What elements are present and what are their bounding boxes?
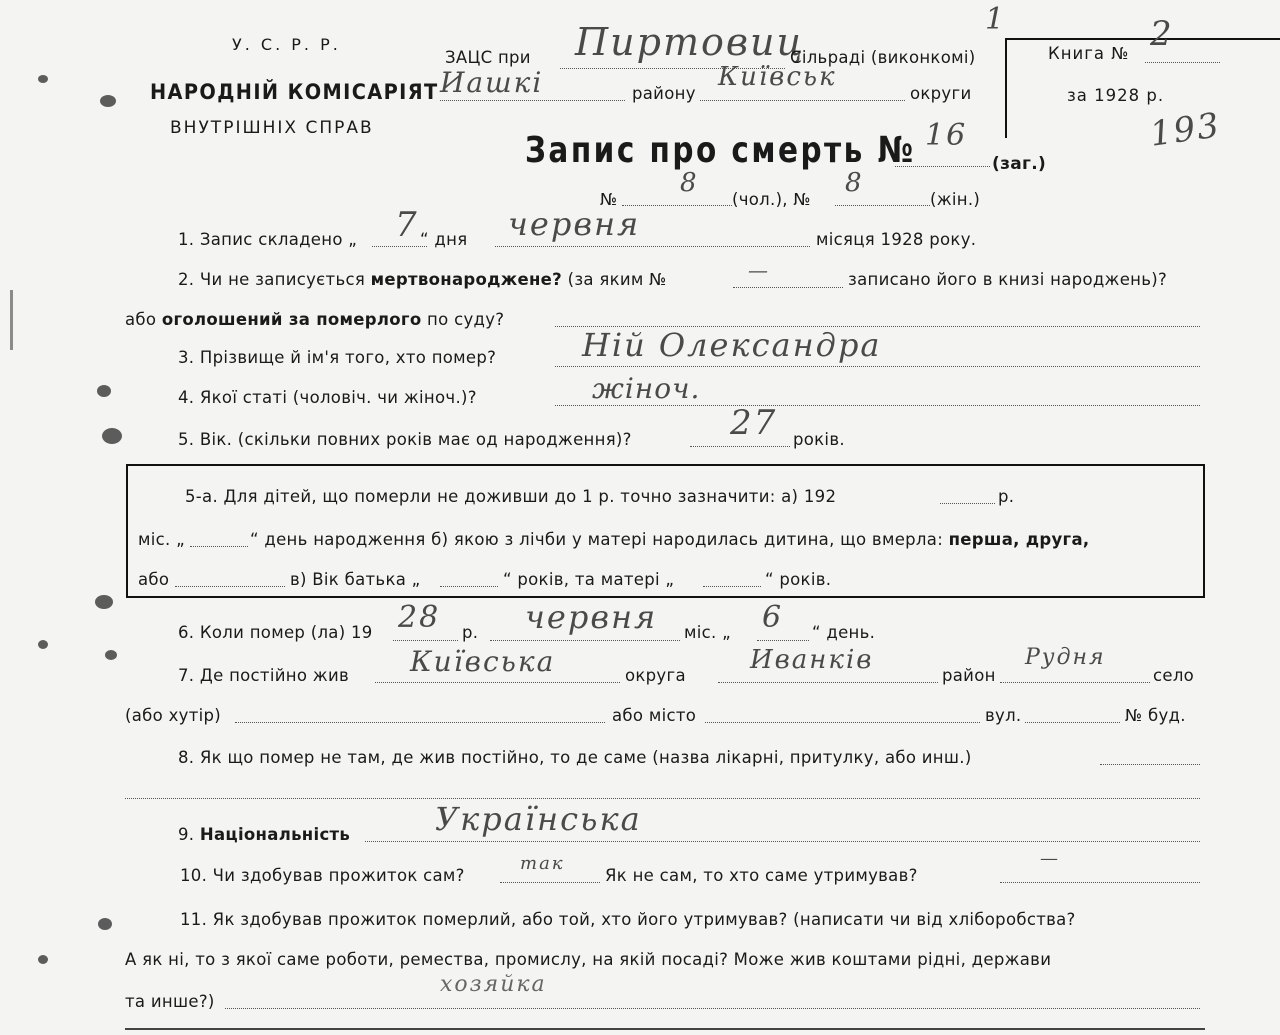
num-male: 8 [680, 168, 699, 198]
record-number-dotline [895, 166, 990, 167]
ink-stain [98, 918, 112, 930]
field7-selo-dotline [1000, 682, 1150, 683]
field5-dotline [690, 446, 790, 447]
commissariat-subtitle: ВНУТРІШНІХ СПРАВ [170, 118, 374, 138]
field5-label: 5. Вік. (скільки повних років має од народження)? [178, 430, 632, 449]
field1-label-c: місяця 1928 року. [816, 230, 977, 249]
field6-label-c: міс. „ [684, 623, 731, 642]
corner-mark: 1 [985, 2, 1007, 37]
num-female: 8 [845, 168, 864, 198]
male-label: (чол.), № [732, 190, 811, 209]
field7-line2-a: (або хутір) [125, 706, 221, 725]
field10-label-a: 10. Чи здобував прожиток сам? [180, 866, 465, 885]
field7-line2-dotline-a [235, 722, 605, 723]
zags-prefix: ЗАЦС при [445, 48, 531, 67]
field7-label-c: район [942, 666, 996, 685]
republic-label: У. С. Р. Р. [232, 35, 341, 54]
field9-dotline [365, 841, 1200, 842]
field2-dotline [733, 287, 843, 288]
field1-day: 7 [395, 205, 419, 245]
female-label: (жін.) [930, 190, 981, 209]
field7-raion-dotline [718, 682, 938, 683]
num-prefix: № [600, 190, 618, 209]
book-dotline [1145, 62, 1220, 63]
record-title: Запис про смерть № [525, 130, 916, 171]
field9-value: Українська [435, 800, 642, 838]
district-label: району [632, 84, 696, 103]
field7-line2-dotline-b [705, 722, 980, 723]
field8-dotline-b [125, 798, 1200, 799]
field5a-line3-dotline-c [703, 586, 761, 587]
field2-label-c: записано його в книзі народжень)? [848, 270, 1168, 289]
field5a-line3-dotline-b [440, 586, 498, 587]
book-value: 2 [1150, 14, 1174, 54]
field7-line2-dotline-c [1025, 722, 1120, 723]
ink-stain [38, 955, 48, 964]
field10-label-b: Як не сам, то хто саме утримував? [605, 866, 918, 885]
field11-line2: А як ні, то з якої саме роботи, ремества, промислу, на якій посаді? Може жив коштами рідні, держави [125, 950, 1052, 969]
zags-value: Пиртовиц [575, 20, 805, 64]
field7-label-d: село [1153, 666, 1195, 685]
field11-dotline [225, 1008, 1200, 1009]
field5a-line1-dotline [940, 503, 995, 504]
ink-stain [95, 595, 113, 609]
field2-value: — [748, 258, 770, 282]
commissariat-title: НАРОДНІЙ КОМІСАРІЯТ [150, 80, 439, 104]
num-female-dotline [835, 205, 930, 206]
field5-suffix: років. [793, 430, 845, 449]
field6-year-dotline [393, 640, 458, 641]
field11-line1: 11. Як здобував прожиток померлий, або той, хто його утримував? (написати чи від хліборобства? [180, 910, 1076, 929]
field5a-line1: 5-а. Для дітей, що померли не доживши до 1 р. точно зазначити: а) 192 [185, 487, 837, 506]
field7-raion: Иванків [750, 645, 874, 675]
field7-okruha: Київська [410, 645, 556, 678]
field1-day-dotline [372, 246, 427, 247]
field1-month-dotline [495, 246, 810, 247]
ink-stain [38, 75, 48, 83]
ink-stain [105, 650, 117, 660]
district-value: Иашкі [440, 66, 544, 99]
field11-line3: та инше?) [125, 992, 215, 1011]
field7-line2-d: № буд. [1125, 706, 1186, 725]
field3-label: 3. Прізвище й ім'я того, хто помер? [178, 348, 497, 367]
ink-stain [102, 428, 122, 444]
field6-day-dotline [757, 640, 809, 641]
field6-day: 6 [762, 600, 784, 635]
ink-stain [38, 640, 48, 649]
field2-line2: або оголошений за померлого по суду? [125, 310, 505, 329]
field4-label: 4. Якої статі (чоловіч. чи жіноч.)? [178, 388, 477, 407]
field8-dotline-a [1100, 764, 1200, 765]
okruha-dotline [700, 100, 905, 101]
field5a-line3-a: або [138, 570, 170, 589]
field5a-line3-d: “ років. [765, 570, 832, 589]
book-box-top [1005, 38, 1280, 40]
district-dotline [440, 100, 625, 101]
field9-label: 9. Національність [178, 825, 351, 844]
field4-dotline [555, 405, 1200, 406]
book-label: Книга № [1048, 44, 1130, 63]
field7-label-a: 7. Де постійно жив [178, 666, 349, 685]
field6-label-a: 6. Коли помер (ла) 19 [178, 623, 373, 642]
field1-month: червня [508, 205, 641, 243]
okruha-label: округи [910, 84, 972, 103]
field10-dotline-b [1000, 882, 1200, 883]
field7-line2-b: або місто [612, 706, 697, 725]
field7-selo: Рудня [1025, 645, 1106, 670]
margin-number: 193 [1147, 105, 1224, 155]
field5a-line1-b: р. [998, 487, 1015, 506]
year-label: за 1928 р. [1067, 86, 1165, 105]
field10-dotline-a [500, 882, 600, 883]
field7-okruha-dotline [375, 682, 620, 683]
ink-stain [100, 95, 116, 107]
field7-line2-c: вул. [985, 706, 1022, 725]
field5a-line2: “ день народження б) якою з лічби у матері народилась дитина, що вмерла: перша, друга, [250, 530, 1090, 549]
field6-month: червня [525, 598, 658, 636]
field6-label-b: р. [462, 623, 479, 642]
field8-label: 8. Як що помер не там, де жив постійно, то де саме (назва лікарні, притулку, або инш.) [178, 748, 972, 767]
book-box-border [1005, 38, 1007, 138]
ink-stain [97, 385, 111, 397]
bottom-rule [125, 1028, 1205, 1030]
field5a-line3-dotline-a [175, 586, 285, 587]
record-number-total: 16 [925, 118, 968, 153]
field2-label: 2. Чи не записується мертвонароджене? (за яким № [178, 270, 667, 289]
field6-month-dotline [490, 640, 680, 641]
field4-value: жіноч. [592, 372, 701, 405]
margin-mark [10, 290, 13, 350]
field11-value: хозяйка [440, 972, 547, 997]
field1-label-b: “ дня [420, 230, 468, 249]
field5a-line3-c: “ років, та матері „ [503, 570, 675, 589]
council-label: Сільраді (виконкомі) [790, 48, 976, 67]
field5-value: 27 [730, 403, 778, 443]
field1-label-a: 1. Запис складено „ [178, 230, 358, 249]
field5a-line2-a: міс. „ [138, 530, 185, 549]
field3-value: Ній Олександра [582, 326, 882, 364]
field6-label-d: “ день. [812, 623, 876, 642]
field10-value: так [520, 853, 565, 874]
field6-year: 28 [398, 600, 441, 635]
field3-dotline [555, 366, 1200, 367]
field7-label-b: округа [625, 666, 686, 685]
field5a-line2-dotline [190, 546, 248, 547]
okruha-value: Київськ [718, 62, 837, 92]
field5a-line3-b: в) Вік батька „ [290, 570, 421, 589]
total-suffix: (заг.) [992, 154, 1047, 174]
field10-value2: — [1040, 848, 1060, 869]
